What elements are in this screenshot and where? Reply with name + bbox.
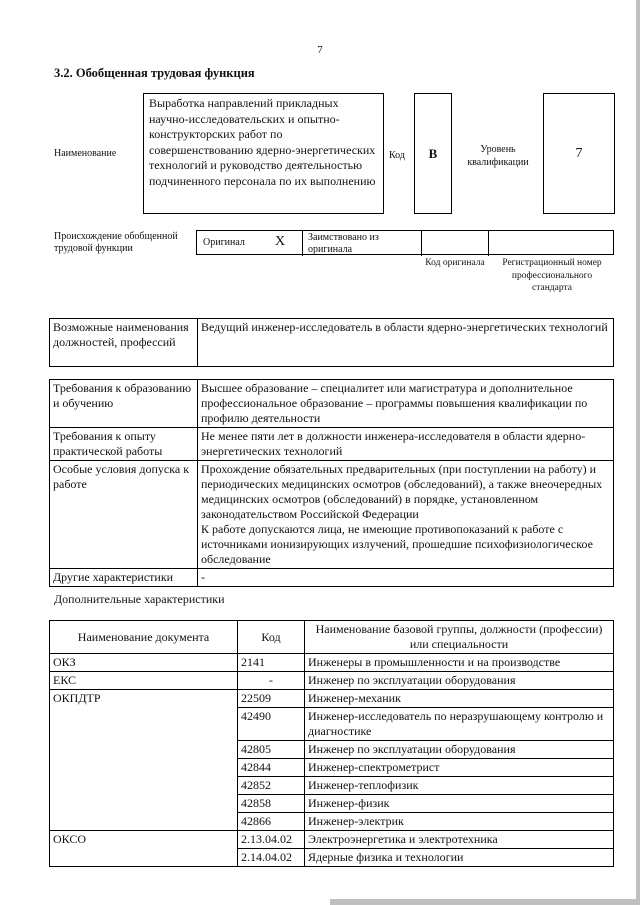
cell-name: Инженер-исследователь по неразрушающему контролю и диагностике <box>305 708 614 741</box>
cell-doc: ОКСО <box>50 831 238 867</box>
original-mark: X <box>275 234 286 249</box>
cell-code: 2.13.04.02 <box>238 831 305 849</box>
req-admission-cell <box>198 461 614 569</box>
scan-edge-bottom <box>330 899 636 905</box>
code-original-cell <box>422 231 489 256</box>
cell-code: 42858 <box>238 795 305 813</box>
code-original-label: Код оригинала <box>425 258 485 268</box>
req-experience-label: Требования к опыту практической работы <box>50 428 198 461</box>
page-number: 7 <box>317 44 323 56</box>
function-code-value: B <box>414 93 452 214</box>
header-code: Код <box>238 621 305 654</box>
cell-code: 42852 <box>238 777 305 795</box>
reg-number-label: Регистрационный номер профессионального стандарта <box>502 258 602 293</box>
cell-code: 22509 <box>238 690 305 708</box>
section-title: 3.2. Обобщенная трудовая функция <box>54 66 255 80</box>
table-row <box>50 690 614 708</box>
cell-code: 2.14.04.02 <box>238 849 305 867</box>
header-group-name: Наименование базовой группы, должности (профессии) или специальности <box>305 621 614 654</box>
req-education-value: Высшее образование – специалитет или магистратура и дополнительное профессиональное образование – программы повышения квалификации по профилю деятельности <box>198 380 614 428</box>
level-label: Уровень квалификации <box>467 144 529 168</box>
code-label: Код <box>389 150 405 161</box>
cell-name: Инженер-электрик <box>305 813 614 831</box>
req-admission-label: Особые условия допуска к работе <box>50 461 198 569</box>
cell-name: Электроэнергетика и электротехника <box>305 831 614 849</box>
function-name-value: Выработка направлений прикладных научно-исследовательских и опытно-конструкторских работ по совершенствованию ядерно-энергетических технологий и руководство деятельностью подчиненного персонала по их выполнению <box>143 93 384 214</box>
cell-code: - <box>238 672 305 690</box>
table-row <box>50 831 614 849</box>
req-other-label: Другие характеристики <box>50 569 198 587</box>
cell-name: Инженер-теплофизик <box>305 777 614 795</box>
cell-name: Инженер по эксплуатации оборудования <box>305 741 614 759</box>
req-admission-value: Прохождение обязательных предварительных (при поступлении на работу) и периодических медицинских осмотров (обследований), а также внеочередных медицинских осмотров (обследований) в порядке, установленном законодательством Российской Федерации <box>201 462 603 521</box>
cell-doc: ОКЗ <box>50 654 238 672</box>
borrowed-cell <box>303 231 422 256</box>
cell-name: Ядерные физика и технологии <box>305 849 614 867</box>
table-row <box>50 428 614 461</box>
positions-value: Ведущий инженер-исследователь в области ядерно-энергетических технологий <box>198 319 614 367</box>
req-admission-value-2: К работе допускаются лица, не имеющие противопоказаний к работе с источниками ионизирующих излучений, прошедшие психофизиологическое обследование <box>201 522 593 566</box>
cell-code: 42866 <box>238 813 305 831</box>
reg-number-cell <box>489 231 613 256</box>
cell-doc: ЕКС <box>50 672 238 690</box>
cell-code: 2141 <box>238 654 305 672</box>
req-experience-value: Не менее пяти лет в должности инженера-исследователя в области ядерно-энергетических технологий <box>198 428 614 461</box>
borrowed-label: Заимствовано из оригинала <box>308 232 379 255</box>
cell-name: Инженер-механик <box>305 690 614 708</box>
additional-table <box>49 620 614 867</box>
origin-row <box>196 230 614 255</box>
cell-doc: ОКПДТР <box>50 690 238 831</box>
cell-name: Инженеры в промышленности и на производстве <box>305 654 614 672</box>
original-label: Оригинал <box>203 237 245 248</box>
cell-code: 42844 <box>238 759 305 777</box>
requirements-table <box>49 379 614 587</box>
positions-table <box>49 318 614 367</box>
table-row <box>50 380 614 428</box>
cell-code: 42490 <box>238 708 305 741</box>
table-row <box>50 461 614 569</box>
cell-code: 42805 <box>238 741 305 759</box>
positions-label: Возможные наименования должностей, профессий <box>50 319 198 367</box>
cell-name: Инженер-физик <box>305 795 614 813</box>
cell-name: Инженер-спектрометрист <box>305 759 614 777</box>
req-other-value: - <box>198 569 614 587</box>
table-row <box>50 319 614 367</box>
table-row <box>50 672 614 690</box>
additional-title: Дополнительные характеристики <box>54 592 225 606</box>
name-label: Наименование <box>54 148 117 159</box>
origin-label: Происхождение обобщенной трудовой функции <box>54 231 178 254</box>
table-row <box>50 654 614 672</box>
table-row <box>50 569 614 587</box>
table-header-row <box>50 621 614 654</box>
req-education-label: Требования к образованию и обучению <box>50 380 198 428</box>
original-cell <box>197 231 303 256</box>
scan-edge-right <box>636 0 640 905</box>
qualification-level-value: 7 <box>543 93 615 214</box>
cell-name: Инженер по эксплуатации оборудования <box>305 672 614 690</box>
header-document: Наименование документа <box>50 621 238 654</box>
